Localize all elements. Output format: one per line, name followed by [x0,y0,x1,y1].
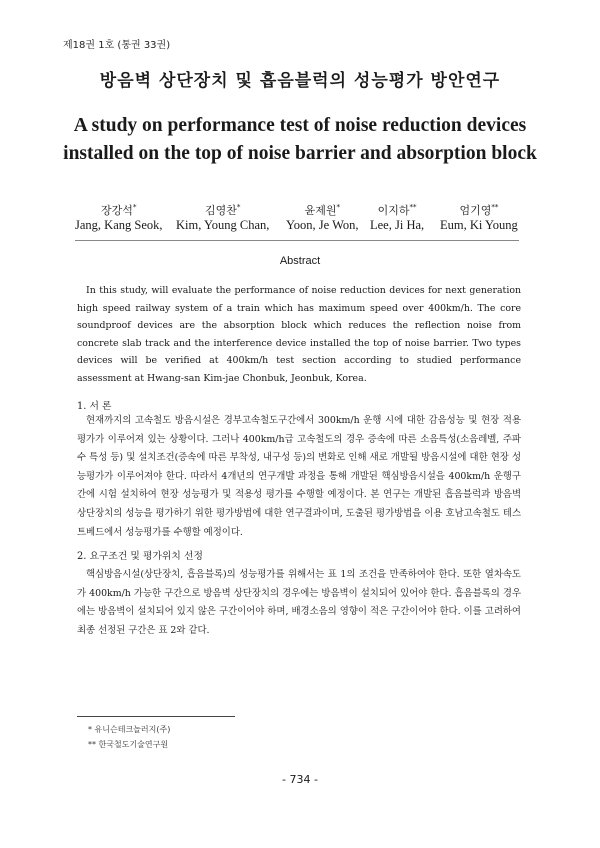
author-4-name-ko: 이지하 [377,204,410,217]
journal-header: 제18권 1호 (통권 33권) [63,40,171,51]
title-korean: 방음벽 상단장치 및 흡음블럭의 성능평가 방안연구 [99,71,501,91]
section-2-heading: 2. 요구조건 및 평가위치 선정 [77,551,203,562]
author-5-name-en: Eum, Ki Young [440,218,518,232]
author-3-name-ko: 윤제원 [304,204,337,217]
author-4-name-en: Lee, Ji Ha, [370,218,425,232]
author-list [75,202,531,238]
author-4-mark: ** [409,203,417,212]
title-english-line-2: installed on the top of noise barrier and absorption block [63,143,537,164]
author-5 [440,202,518,233]
author-1-name-en: Jang, Kang Seok, [75,218,163,232]
author-3 [286,202,359,233]
footnote-2: ** 한국철도기술연구원 [88,740,169,749]
footnote-1: * 유니슨테크놀러지(주) [88,725,171,734]
abstract-text: In this study, will evaluate the performance of noise reduction devices for next generation high speed railway system of a train which has maximum speed over 400km/h. The core soundproof devices are the absorption block which reduces the reflection noise from concrete slab track and the interference device installed the top of noise barrier. Two types devices will be verified at 400km/h test section according to studied performance assessment at Hwang-san Kim-jae Chonbuk, Jeonbuk, Korea. [77,285,521,384]
section-1-heading: 1. 서 론 [77,401,112,412]
author-1 [75,202,163,233]
author-2-name-en: Kim, Young Chan, [176,218,270,232]
title-english [40,112,560,168]
author-5-name-ko: 엄기영 [459,204,492,217]
section-1-text: 현재까지의 고속철도 방음시설은 경부고속철도구간에서 300km/h 운행 시에 대한 감음성능 및 현장 적용평가가 이루어져 있는 상황이다. 그러나 400km/h급 고속철도의 경우 증속에 따른 소음특성(소음레벨, 주파수 특성 등) 및 설치조건(증속에 따른 부착성, 내구성 등)의 변화로 인해 새로 개발될 방음시설에 대한 현장 성능평가가 이루어져야 한다. 따라서 4개년의 연구개발 과정을 통해 개발된 핵심방음시설을 400km/h 운행구간에 시험 설치하여 현장 성능평가 및 적용성 평가를 수행할 예정이다. 본 연구는 개발된 흡음블럭과 방음벽 상단장치의 성능을 평가하기 위한 평가방법에 대한 연구결과이며, 도출된 평가방법을 이용 호남고속철도 테스트베드에서 성능평가를 수행할 예정이다. [77,415,521,538]
title-english-line-1: A study on performance test of noise reduction devices [73,115,527,136]
footnote-rule [77,716,235,717]
divider-line [75,240,519,241]
author-2-name-ko: 김영찬 [205,204,237,217]
author-2-mark: * [236,203,241,212]
abstract-heading: Abstract [279,255,321,267]
author-1-name-ko: 장강석 [101,204,133,217]
author-3-name-en: Yoon, Je Won, [286,218,359,232]
page-number: - 734 - [282,773,318,786]
section-2-text: 핵심방음시설(상단장치, 흡음블록)의 성능평가를 위해서는 표 1의 조건을 만족하여야 한다. 또한 열차속도가 400km/h 가능한 구간으로 방음벽 상단장치의 경우에는 방음벽이 설치되어 있어야 한다. 흡음블록의 경우에는 방음벽이 설치되어 있지 않은 구간이어야 하며, 배경소음의 영향이 적은 구간이어야 한다. 이를 고려하여 최종 선정된 구간은 표 2와 같다. [77,569,521,636]
author-3-mark: * [336,203,340,212]
author-4 [370,202,424,233]
author-5-mark: ** [491,203,499,212]
author-2 [176,202,269,233]
author-1-mark: * [132,203,137,212]
